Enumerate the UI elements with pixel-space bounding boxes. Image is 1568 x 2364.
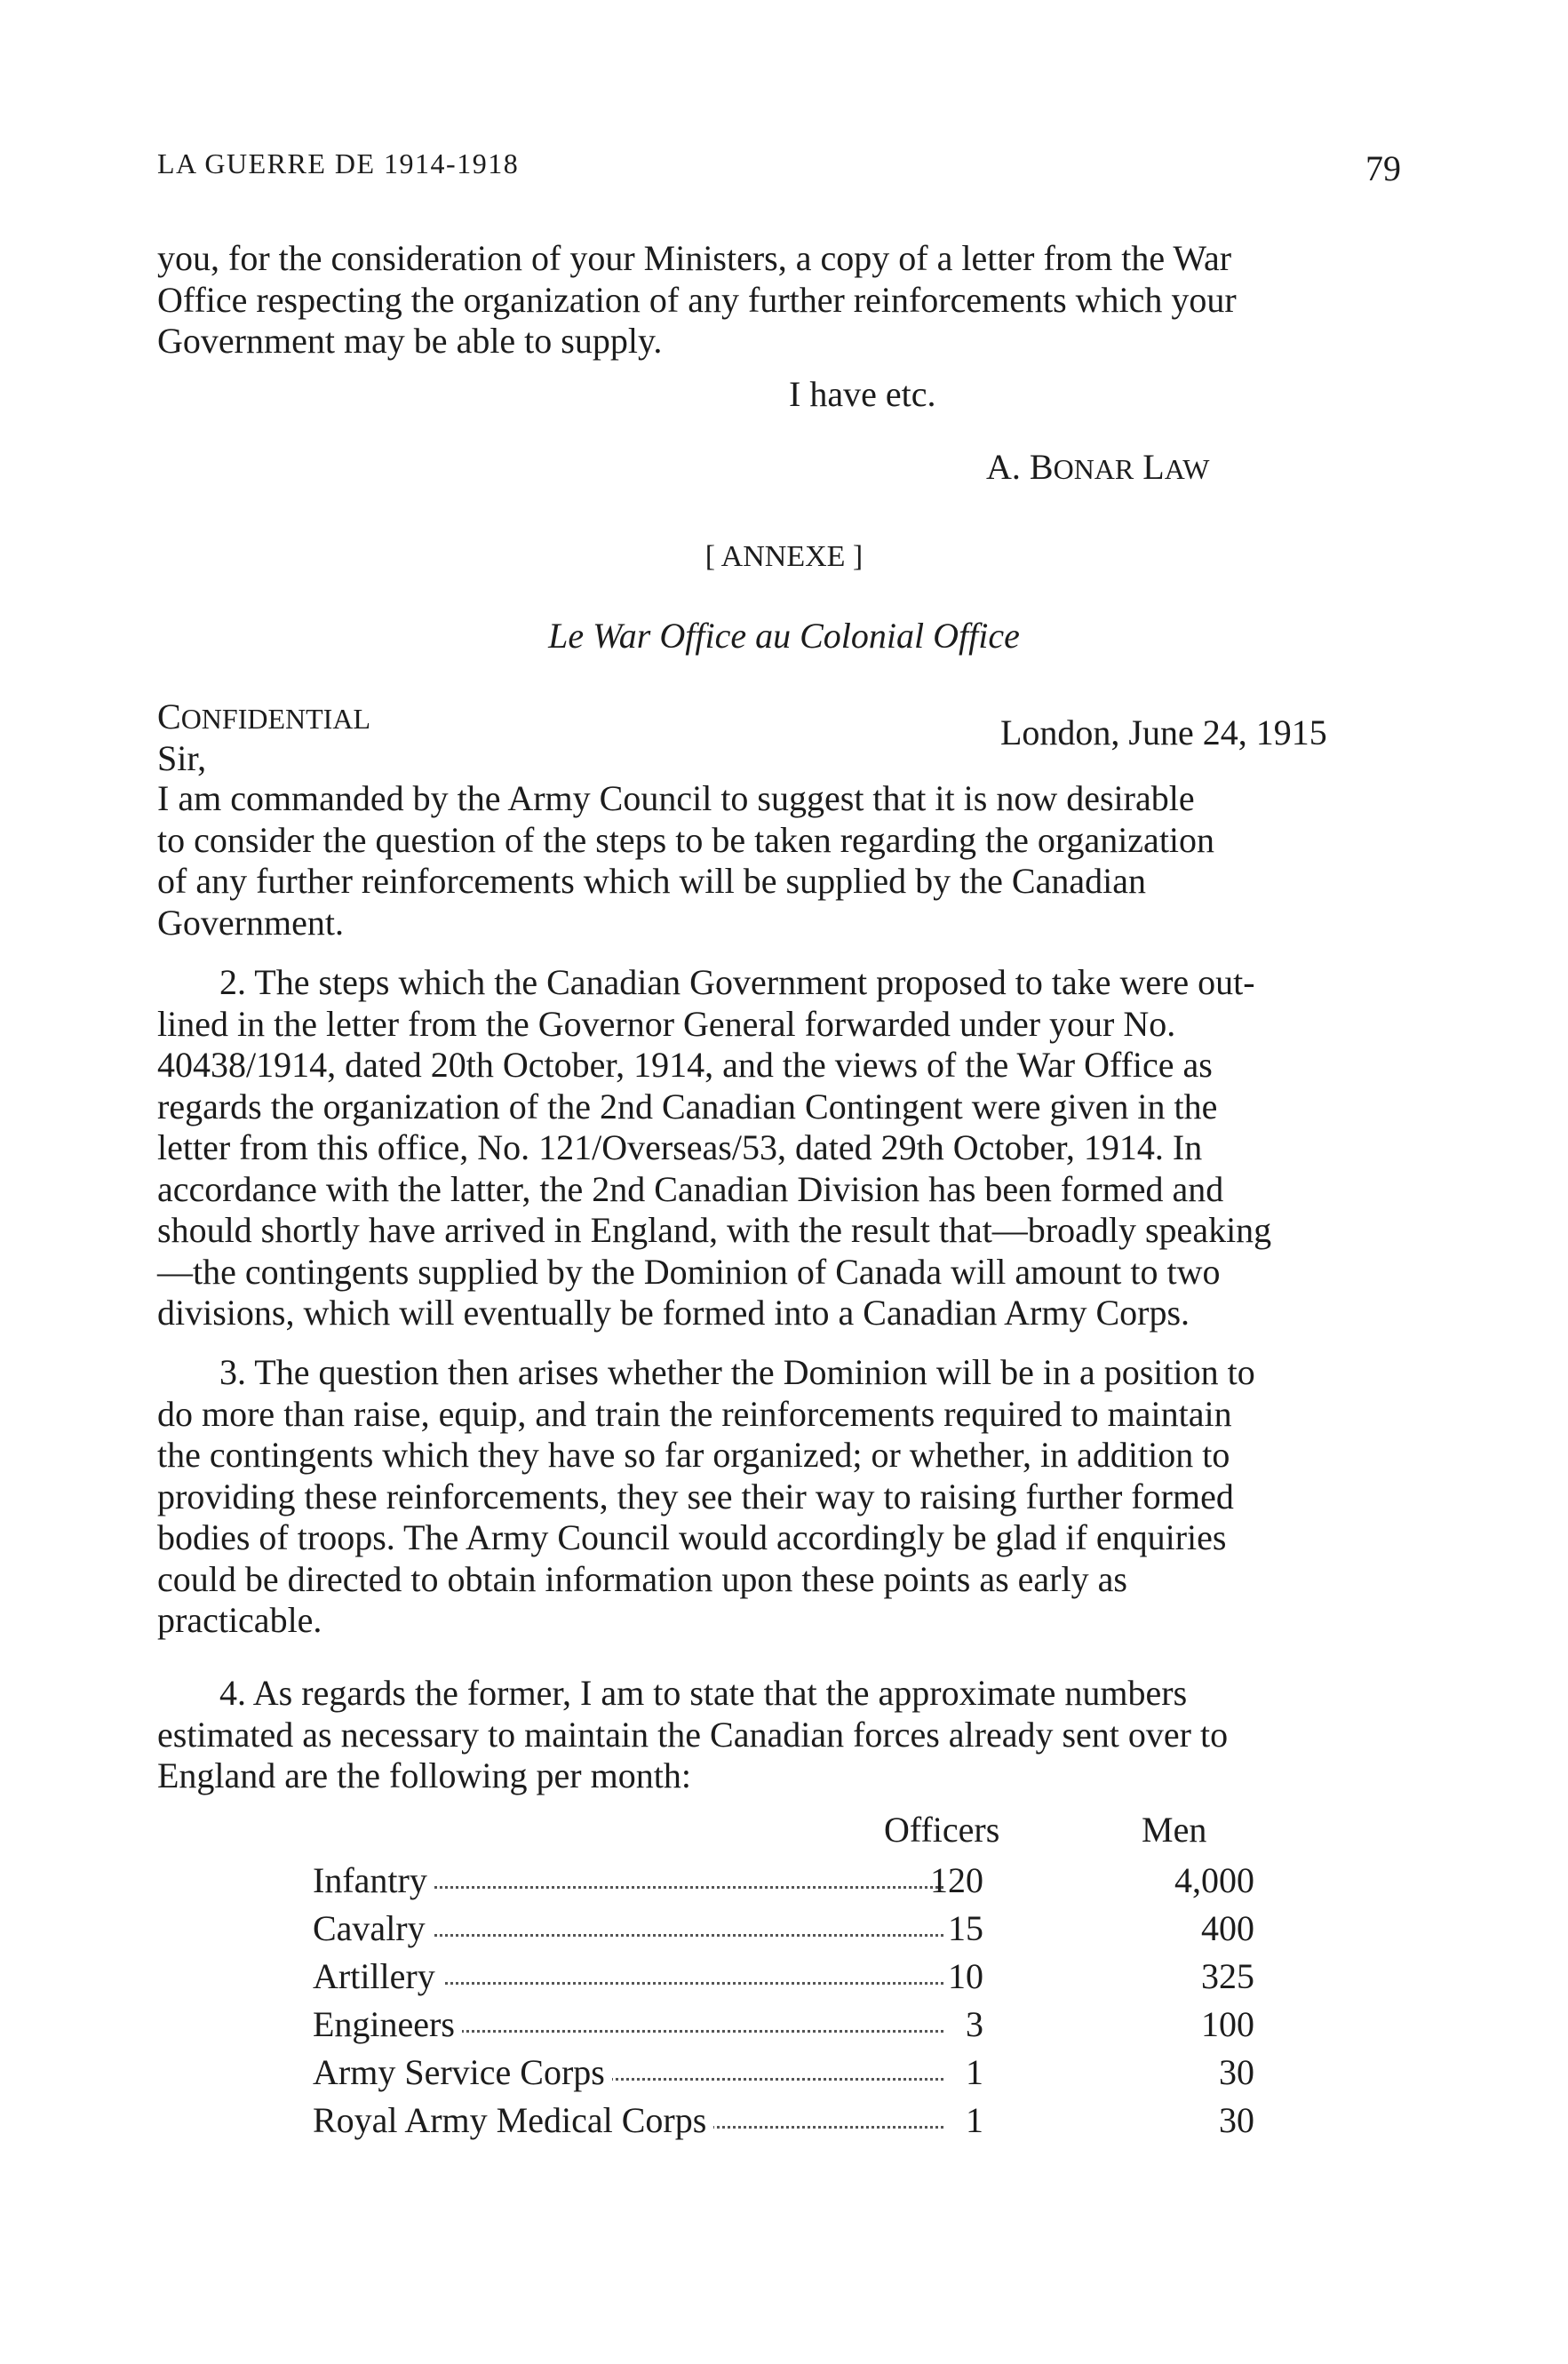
paragraph-line: 4. As regards the former, I am to state that the approximate numbers (219, 1673, 1188, 1713)
signature (986, 446, 1209, 488)
officers-count: 3 (966, 2004, 983, 2044)
paragraph-3 (157, 1352, 1401, 1642)
men-count: 400 (1201, 1908, 1254, 1948)
paragraph-2 (157, 962, 1401, 1334)
unit-name: Army Service Corps (313, 2051, 612, 2093)
unit-name: Infantry (313, 1859, 434, 1901)
signature-name-last: LAW (1142, 447, 1210, 487)
paragraph-line: Government. (157, 902, 344, 943)
officers-count: 1 (966, 2100, 983, 2140)
men-count: 4,000 (1174, 1860, 1254, 1900)
paragraph-line: —the contingents supplied by the Dominion of Canada will amount to two (157, 1251, 1221, 1292)
men-count: 30 (1219, 2052, 1254, 2092)
paragraph-1 (157, 778, 1401, 943)
unit-name: Artillery (313, 1955, 442, 1997)
table-row (313, 1859, 1254, 1907)
annexe-title: Le War Office au Colonial Office (548, 616, 1020, 656)
signature-name-first: BONAR (1029, 447, 1134, 487)
paragraph-line: I am commanded by the Army Council to suggest that it is now desirable (157, 778, 1195, 818)
paragraph-line: 3. The question then arises whether the Dominion will be in a position to (219, 1352, 1255, 1392)
paragraph-line: of any further reinforcements which will be supplied by the Canadian (157, 861, 1146, 901)
unit-name: Engineers (313, 2003, 462, 2045)
table-row (313, 1955, 1254, 2003)
signature-initial: A. (986, 447, 1021, 487)
page-number: 79 (1365, 148, 1401, 188)
unit-name: Royal Army Medical Corps (313, 2099, 713, 2141)
paragraph-line: letter from this office, No. 121/Overseas/53, dated 29th October, 1914. In (157, 1127, 1203, 1167)
column-header-men: Men (1142, 1810, 1207, 1850)
paragraph-line: providing these reinforcements, they see their way to raising further formed (157, 1476, 1234, 1516)
paragraph-line: the contingents which they have so far organized; or whether, in addition to (157, 1435, 1230, 1475)
paragraph-line: should shortly have arrived in England, with the result that—broadly speaking (157, 1210, 1272, 1250)
paragraph-line: 40438/1914, dated 20th October, 1914, and the views of the War Office as (157, 1045, 1213, 1085)
continued-paragraph (157, 238, 1401, 362)
officers-count: 1 (966, 2052, 983, 2092)
paragraph-line: estimated as necessary to maintain the Canadian forces already sent over to (157, 1714, 1229, 1755)
paragraph-line: bodies of troops. The Army Council would accordingly be glad if enquiries (157, 1517, 1227, 1557)
men-count: 30 (1219, 2100, 1254, 2140)
paragraph-line: Government may be able to supply. (157, 321, 663, 361)
salutation: Sir, (157, 738, 207, 778)
paragraph-line: regards the organization of the 2nd Canadian Contingent were given in the (157, 1086, 1218, 1126)
column-header-officers: Officers (884, 1810, 1000, 1850)
paragraph-line: could be directed to obtain information upon these points as early as (157, 1558, 1127, 1599)
table-row (313, 2003, 1254, 2051)
classification-marking: CONFIDENTIAL (157, 696, 370, 736)
paragraph-line: accordance with the latter, the 2nd Canadian Division has been formed and (157, 1168, 1224, 1209)
men-count: 100 (1201, 2004, 1254, 2044)
running-head: LA GUERRE DE 1914-1918 (157, 147, 520, 179)
officers-count: 15 (948, 1908, 983, 1948)
paragraph-4 (157, 1673, 1401, 1797)
officers-count: 10 (948, 1956, 983, 1996)
unit-name: Cavalry (313, 1907, 433, 1949)
dateline: London, June 24, 1915 (1000, 712, 1327, 752)
men-count: 325 (1201, 1956, 1254, 1996)
paragraph-line: to consider the question of the steps to be taken regarding the organization (157, 819, 1215, 860)
paragraph-line: do more than raise, equip, and train the reinforcements required to maintain (157, 1393, 1232, 1434)
table-row (313, 2051, 1254, 2099)
officers-count: 120 (930, 1860, 983, 1900)
paragraph-line: you, for the consideration of your Ministers, a copy of a letter from the War (157, 238, 1232, 278)
paragraph-line: practicable. (157, 1600, 322, 1640)
paragraph-line: 2. The steps which the Canadian Government proposed to take were out- (219, 962, 1255, 1002)
paragraph-line: Office respecting the organization of any further reinforcements which your (157, 279, 1237, 320)
paragraph-line: divisions, which will eventually be formed into a Canadian Army Corps. (157, 1293, 1190, 1333)
reinforcement-table (313, 1859, 1254, 2147)
paragraph-line: lined in the letter from the Governor General forwarded under your No. (157, 1003, 1176, 1044)
table-row (313, 2099, 1254, 2147)
annexe-label: [ ANNEXE ] (704, 540, 864, 573)
letter-closing: I have etc. (789, 374, 936, 414)
paragraph-line: England are the following per month: (157, 1755, 691, 1795)
table-row (313, 1907, 1254, 1955)
